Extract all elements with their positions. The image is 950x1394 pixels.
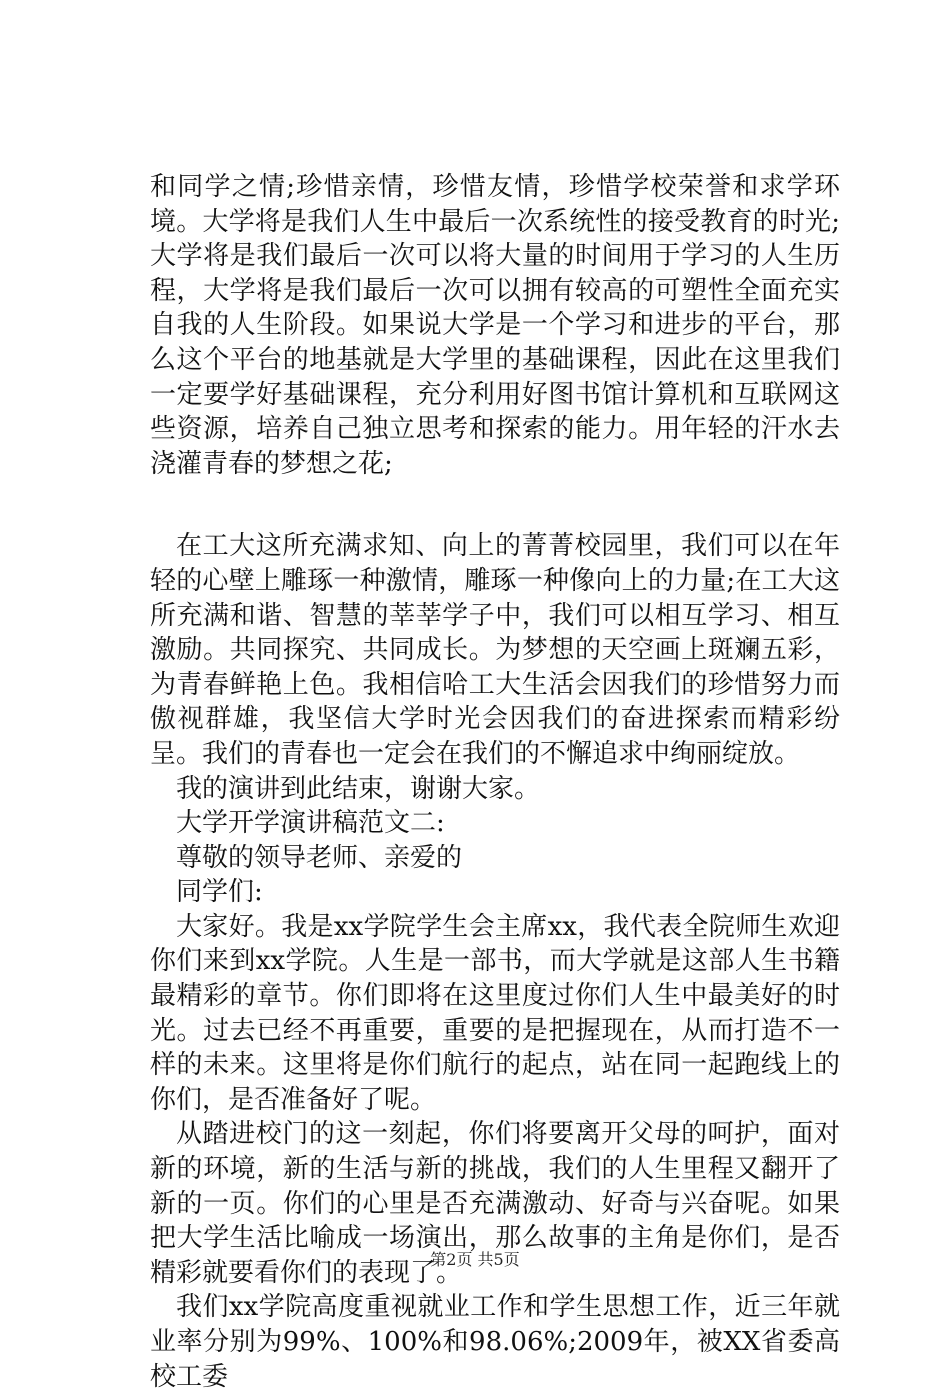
salutation-line: 尊敬的领导老师、亲爱的: [176, 842, 463, 873]
paragraph: 我们xx学院高度重视就业工作和学生思想工作，近三年就业率分别为99%、100%和98.06%;2009年，被XX省委高校工委: [150, 1292, 840, 1392]
salutation-line: 同学们:: [176, 877, 263, 908]
paragraph: 大家好。我是xx学院学生会主席xx，我代表全院师生欢迎你们来到xx学院。人生是一部书，而大学就是这部人生书籍最精彩的章节。你们即将在这里度过你们人生中最美好的时光。过去已经不再重要，重要的是把握现在，从而打造不一样的未来。这里将是你们航行的起点，站在同一起跑线上的你们，是否准备好了呢。: [150, 911, 840, 1115]
paragraph: 在工大这所充满求知、向上的菁菁校园里，我们可以在年轻的心壁上雕琢一种激情，雕琢一种像向上的力量;在工大这所充满和谐、智慧的莘莘学子中，我们可以相互学习、相互激励。共同探究、共同成长。为梦想的天空画上斑斓五彩，为青春鲜艳上色。我相信哈工大生活会因我们的珍惜努力而傲视群雄，我坚信大学时光会因我们的奋进探索而精彩纷呈。我们的青春也一定会在我们的不懈追求中绚丽绽放。: [150, 531, 840, 769]
page-footer: 第2页 共5页: [430, 1250, 520, 1269]
paragraph-continued: 和同学之情;珍惜亲情，珍惜友情，珍惜学校荣誉和求学环境。大学将是我们人生中最后一次系统性的接受教育的时光;大学将是我们最后一次可以将大量的时间用于学习的人生历程，大学将是我们最后一次可以拥有较高的可塑性全面充实自我的人生阶段。如果说大学是一个学习和进步的平台，那么这个平台的地基就是大学里的基础课程，因此在这里我们一定要学好基础课程，充分利用好图书馆计算机和互联网这些资源，培养自己独立思考和探索的能力。用年轻的汗水去浇灌青春的梦想之花;: [150, 172, 840, 479]
paragraph-gap: [150, 481, 840, 529]
closing-line: 我的演讲到此结束，谢谢大家。: [176, 773, 541, 804]
document-body: [150, 170, 840, 1394]
paragraph: 从踏进校门的这一刻起，你们将要离开父母的呵护，面对新的环境，新的生活与新的挑战，我们的人生里程又翻开了新的一页。你们的心里是否充满激动、好奇与兴奋呢。如果把大学生活比喻成一场演出，那么故事的主角是你们，是否精彩就要看你们的表现了。: [150, 1119, 840, 1288]
section-heading: 大学开学演讲稿范文二:: [176, 808, 445, 839]
